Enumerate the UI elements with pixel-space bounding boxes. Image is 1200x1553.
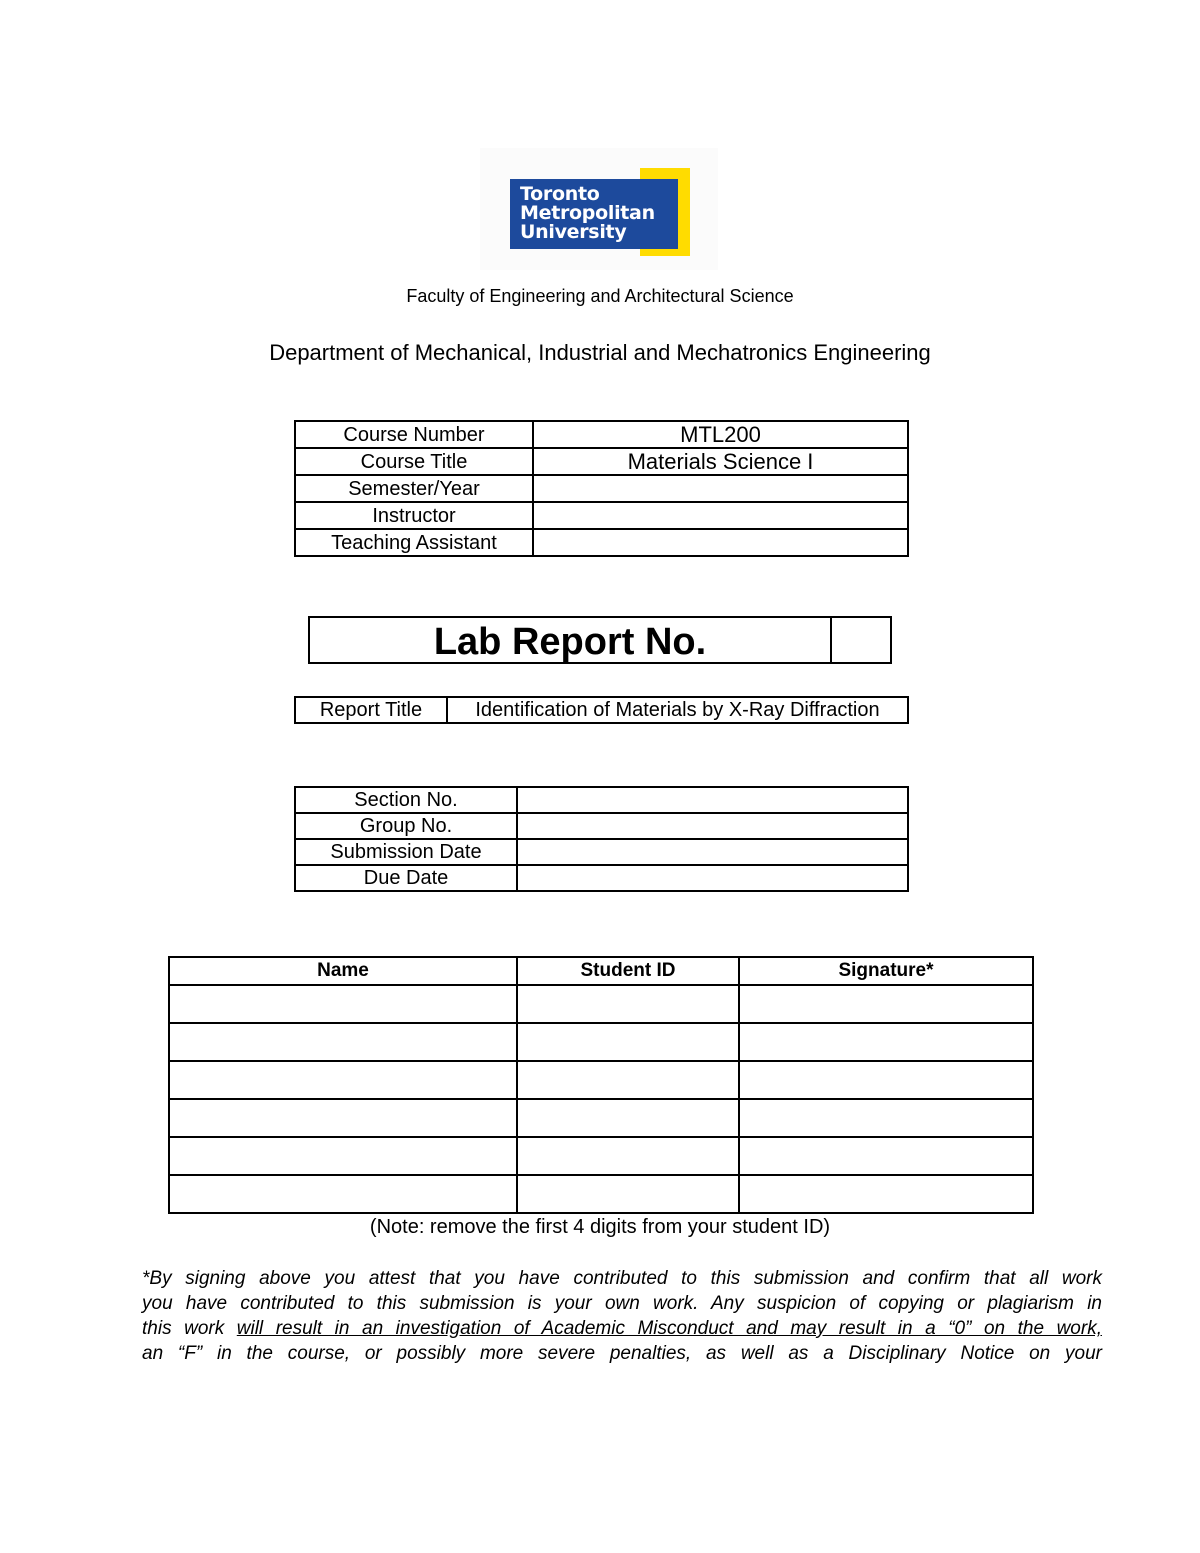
report-title-label: Report Title <box>295 697 447 723</box>
student-id-field[interactable] <box>517 985 739 1023</box>
instructor-label: Instructor <box>295 502 533 529</box>
attestation-line: you have contributed to this submission is your own work. Any suspicion of copying or plagiarism in <box>142 1293 1102 1314</box>
semester-year-label: Semester/Year <box>295 475 533 502</box>
teaching-assistant-label: Teaching Assistant <box>295 529 533 556</box>
table-row <box>295 421 908 448</box>
name-field[interactable] <box>169 1061 517 1099</box>
lab-report-title: Lab Report No. <box>310 618 832 662</box>
attestation-line: *By signing above you attest that you have contributed to this submission and confirm that all work <box>142 1268 1102 1289</box>
section-number-label: Section No. <box>295 787 517 813</box>
signature-field[interactable] <box>739 1175 1033 1213</box>
name-field[interactable] <box>169 1099 517 1137</box>
table-row <box>295 502 908 529</box>
course-info-table <box>294 420 909 557</box>
faculty-name: Faculty of Engineering and Architectural Science <box>406 286 794 306</box>
signature-field[interactable] <box>739 1137 1033 1175</box>
semester-year-field[interactable] <box>533 475 908 502</box>
signature-field[interactable] <box>739 1099 1033 1137</box>
name-field[interactable] <box>169 1023 517 1061</box>
due-date-field[interactable] <box>517 865 908 891</box>
student-id-note: (Note: remove the first 4 digits from your student ID) <box>369 1216 831 1238</box>
lab-report-box <box>308 616 892 664</box>
table-row <box>295 475 908 502</box>
due-date-label: Due Date <box>295 865 517 891</box>
table-header-row <box>169 957 1033 985</box>
table-row <box>295 529 908 556</box>
table-row <box>169 1099 1033 1137</box>
student-id-field[interactable] <box>517 1061 739 1099</box>
teaching-assistant-field[interactable] <box>533 529 908 556</box>
name-field[interactable] <box>169 985 517 1023</box>
submission-date-label: Submission Date <box>295 839 517 865</box>
student-signature-table <box>168 956 1034 1214</box>
group-number-field[interactable] <box>517 813 908 839</box>
lab-report-number-field[interactable] <box>832 618 890 662</box>
table-row <box>295 697 908 723</box>
student-id-field[interactable] <box>517 1137 739 1175</box>
signature-field[interactable] <box>739 1023 1033 1061</box>
attestation-text: this work <box>142 1318 237 1339</box>
report-title-field[interactable]: Identification of Materials by X-Ray Diffraction <box>447 697 908 723</box>
course-title-label: Course Title <box>295 448 533 475</box>
attestation-line: an “F” in the course, or possibly more severe penalties, as well as a Disciplinary Notice on your <box>142 1343 1102 1364</box>
course-number-label: Course Number <box>295 421 533 448</box>
table-row <box>295 448 908 475</box>
logo-line: Metropolitan <box>520 202 655 224</box>
table-row <box>295 839 908 865</box>
name-column-header: Name <box>169 957 517 985</box>
submission-date-field[interactable] <box>517 839 908 865</box>
course-number-field[interactable]: MTL200 <box>533 421 908 448</box>
attestation-statement <box>142 1266 1102 1366</box>
student-id-field[interactable] <box>517 1175 739 1213</box>
table-row <box>295 787 908 813</box>
table-row <box>169 985 1033 1023</box>
student-id-field[interactable] <box>517 1023 739 1061</box>
attestation-line <box>142 1316 1102 1341</box>
logo-line: University <box>520 221 627 243</box>
logo-wordmark <box>510 179 678 249</box>
section-number-field[interactable] <box>517 787 908 813</box>
report-title-table <box>294 696 909 724</box>
table-row <box>295 865 908 891</box>
table-row <box>169 1023 1033 1061</box>
department-name: Department of Mechanical, Industrial and Mechatronics Engineering <box>269 340 931 365</box>
group-number-label: Group No. <box>295 813 517 839</box>
instructor-field[interactable] <box>533 502 908 529</box>
name-field[interactable] <box>169 1175 517 1213</box>
table-row <box>295 813 908 839</box>
table-row <box>169 1175 1033 1213</box>
section-info-table <box>294 786 909 892</box>
table-row <box>169 1061 1033 1099</box>
signature-field[interactable] <box>739 985 1033 1023</box>
student-id-field[interactable] <box>517 1099 739 1137</box>
name-field[interactable] <box>169 1137 517 1175</box>
university-logo <box>480 148 718 270</box>
misconduct-warning: will result in an investigation of Academic Misconduct and may result in a “0” on the work, <box>236 1318 1102 1339</box>
logo-line: Toronto <box>520 183 600 205</box>
signature-column-header: Signature* <box>739 957 1033 985</box>
student-id-column-header: Student ID <box>517 957 739 985</box>
table-row <box>169 1137 1033 1175</box>
signature-field[interactable] <box>739 1061 1033 1099</box>
course-title-field[interactable]: Materials Science I <box>533 448 908 475</box>
